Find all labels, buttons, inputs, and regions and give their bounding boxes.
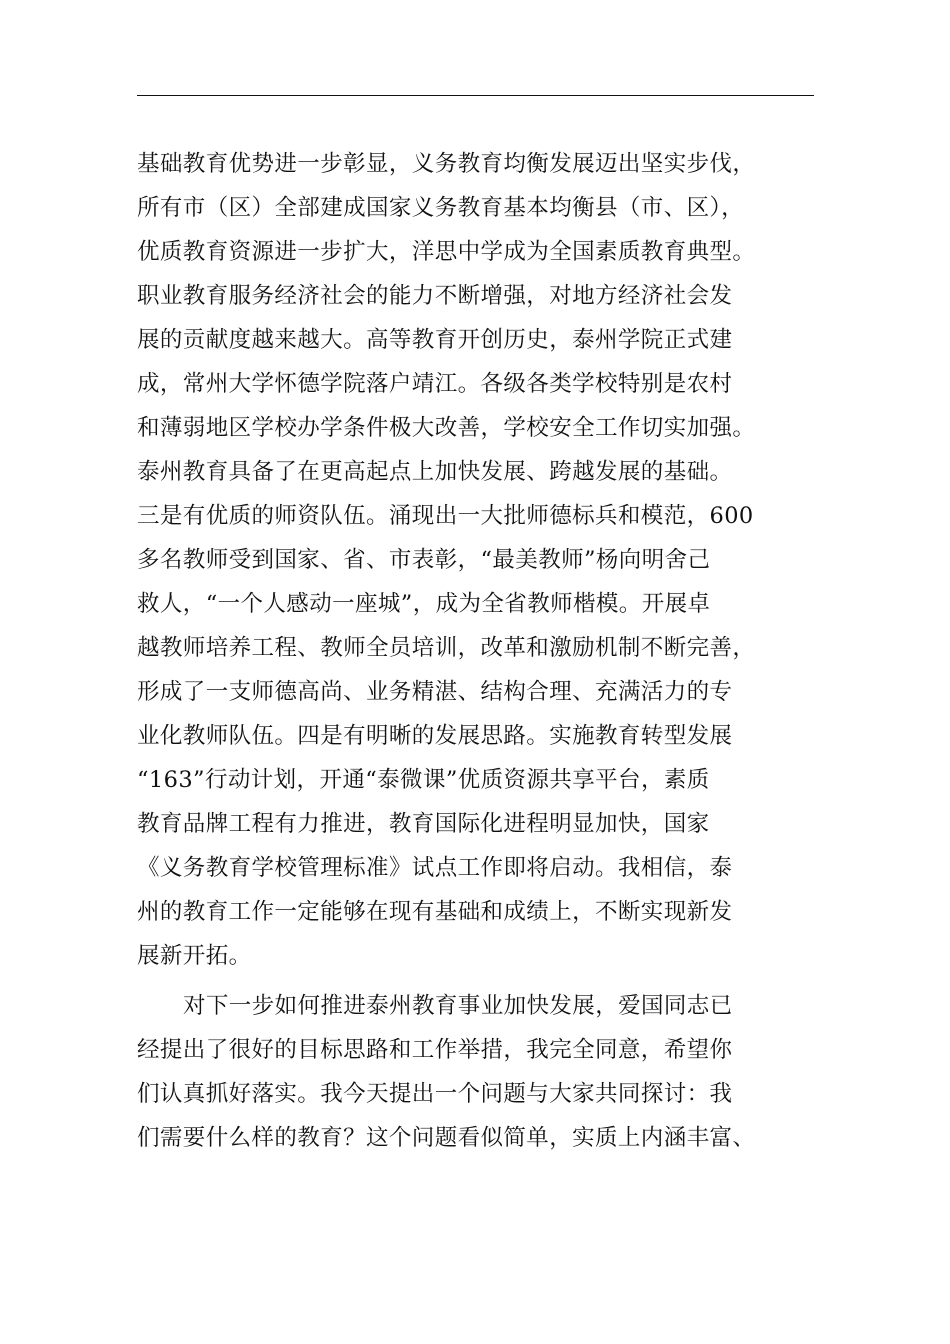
- text-line: 展新开拓。: [137, 943, 252, 969]
- text-line: 所有市（区）全部建成国家义务教育基本均衡县（市、区），: [137, 195, 745, 221]
- text-line: 泰州教育具备了在更高起点上加快发展、跨越发展的基础。: [137, 459, 733, 485]
- text-line: 和薄弱地区学校办学条件极大改善，学校安全工作切实加强。: [137, 415, 756, 441]
- text-line: 经提出了很好的目标思路和工作举措，我完全同意，希望你: [137, 1037, 733, 1063]
- text-line: 业化教师队伍。四是有明晰的发展思路。实施教育转型发展: [137, 723, 733, 749]
- text-line: 州的教育工作一定能够在现有基础和成绩上，不断实现新发: [137, 899, 733, 925]
- header-divider: [137, 95, 814, 96]
- document-body: [137, 142, 837, 1160]
- text-line: 们认真抓好落实。我今天提出一个问题与大家共同探讨：我: [137, 1081, 733, 1107]
- text-line: 越教师培养工程、教师全员培训，改革和激励机制不断完善，: [137, 635, 756, 661]
- paragraph-2: [137, 984, 837, 1160]
- text-line: 职业教育服务经济社会的能力不断增强，对地方经济社会发: [137, 283, 733, 309]
- text-line: 形成了一支师德高尚、业务精湛、结构合理、充满活力的专: [137, 679, 733, 705]
- text-line: “163”行动计划，开通“泰微课”优质资源共享平台，素质: [137, 767, 710, 793]
- text-line: 展的贡献度越来越大。高等教育开创历史，泰州学院正式建: [137, 327, 733, 353]
- text-line: 教育品牌工程有力推进，教育国际化进程明显加快，国家: [137, 811, 710, 837]
- text-line: 救人，“一个人感动一座城”，成为全省教师楷模。开展卓: [137, 591, 711, 617]
- text-line: 《义务教育学校管理标准》试点工作即将启动。我相信，泰: [137, 855, 733, 881]
- text-line: 优质教育资源进一步扩大，洋思中学成为全国素质教育典型。: [137, 239, 756, 265]
- text-line: 多名教师受到国家、省、市表彰，“最美教师”杨向明舍己: [137, 547, 711, 573]
- paragraph-1: [137, 142, 837, 978]
- text-line: 三是有优质的师资队伍。涌现出一大批师德标兵和模范，600: [137, 503, 754, 529]
- text-line: 对下一步如何推进泰州教育事业加快发展，爱国同志已: [183, 993, 733, 1019]
- text-line: 们需要什么样的教育？这个问题看似简单，实质上内涵丰富、: [137, 1125, 756, 1151]
- text-line: 基础教育优势进一步彰显，义务教育均衡发展迈出坚实步伐，: [137, 151, 756, 177]
- text-line: 成，常州大学怀德学院落户靖江。各级各类学校特别是农村: [137, 371, 733, 397]
